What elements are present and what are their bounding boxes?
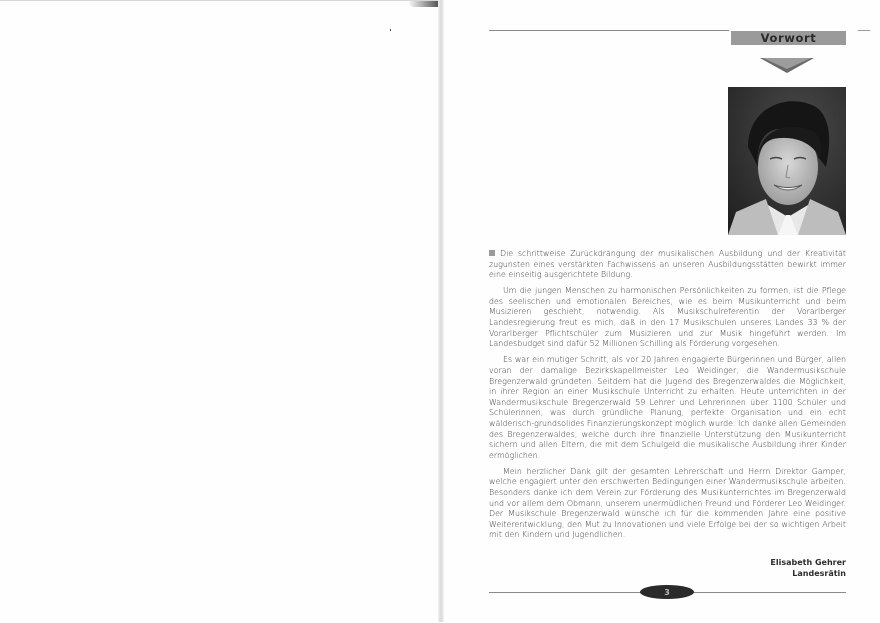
- signature-title: Landesrätin: [792, 569, 846, 578]
- paragraph-3: Es war ein mutiger Schritt, als vor 20 Jahren engagierte Bürgerinnen und Bürger, allen voran der damalige Bezirkskapellmeister Leo Weidinger, die Wandermusikschule Bregenzerwald gründeten. Seitdem hat die Jugend des Bregenzerwaldes die Möglichkeit, in ihrer Region an einer Musikschule Unterricht zu erhalten. Heute unterrichten in der Wandermusikschule Bregenzerwald 59 Lehrer und Lehrerinnen über 1100 Schüler und Schülerinnen, was durch gründliche Planung, perfekte Organisation und ein echt wälderisch-grundsolides Finanzierungskonzept möglich wurde. Ich danke allen Gemeinden des Bregenzerwaldes, welche durch ihre finanzielle Unterstützung den Musikunterricht sichern und allen Eltern, die mit dem Schulgeld die musikalische Ausbildung ihrer Kinder ermöglichen.: [489, 355, 846, 460]
- scan-speck: [390, 29, 391, 31]
- page-number: 3: [664, 587, 670, 597]
- section-title: Vorwort: [760, 31, 817, 45]
- left-page-blank: [0, 0, 438, 623]
- paragraph-1: Die schrittweise Zurückdrängung der musikalischen Ausbildung und der Kreativität zugunsten eines verstärkten Fachwissens an unseren Ausbildungsstätten bewirkt immer eine einseitig ausgerichtete Bildung.: [489, 249, 846, 280]
- foreword-body: [489, 249, 846, 546]
- page-curl-shadow: [408, 1, 438, 7]
- section-tab: [731, 31, 846, 45]
- paragraph-2: Um die jungen Menschen zu harmonischen Persönlichkeiten zu formen, ist die Pflege des seelischen und emotionalen Bereiches, wie es beim Musikunterricht und beim Musizieren geschieht, notwendig. Als Musikschulreferentin der Vorarlberger Landesregierung freut es mich, daß in den 17 Musikschulen unseres Landes 33 % der Vorarlberger Pflichtschüler zum Musizieren und zur Musik hingeführt werden. Im Landesbudget sind dafür 52 Millionen Schilling als Förderung vorgesehen.: [489, 286, 846, 349]
- signature-block: [770, 557, 846, 579]
- page-number-badge: [640, 585, 694, 599]
- signature-name: Elisabeth Gehrer: [770, 558, 846, 567]
- down-triangle-icon: [760, 58, 814, 73]
- portrait-photo: [728, 87, 846, 235]
- paragraph-4: Mein herzlicher Dank gilt der gesamten Lehrerschaft und Herrn Direktor Gamper, welche engagiert unter den erschwerten Bedingungen einer Wandermusikschule arbeiten. Besonders danke ich dem Verein zur Förderung des Musikunterrichtes im Bregenzerwald und vor allem dem Obmann, unserem unermüdlichen Freund und Förderer Leo Weidinger. Der Musikschule Bregenzerwald wünsche ich für die kommenden Jahre eine positive Weiterentwicklung, den Mut zu Innovationen und viele Erfolge bei der so wichtigen Arbeit mit den Kindern und Jugendlichen.: [489, 466, 846, 540]
- portrait-illustration: [728, 87, 846, 235]
- square-bullet-icon: [489, 250, 495, 256]
- header-rule: [489, 30, 729, 31]
- edge-mark: [858, 30, 870, 31]
